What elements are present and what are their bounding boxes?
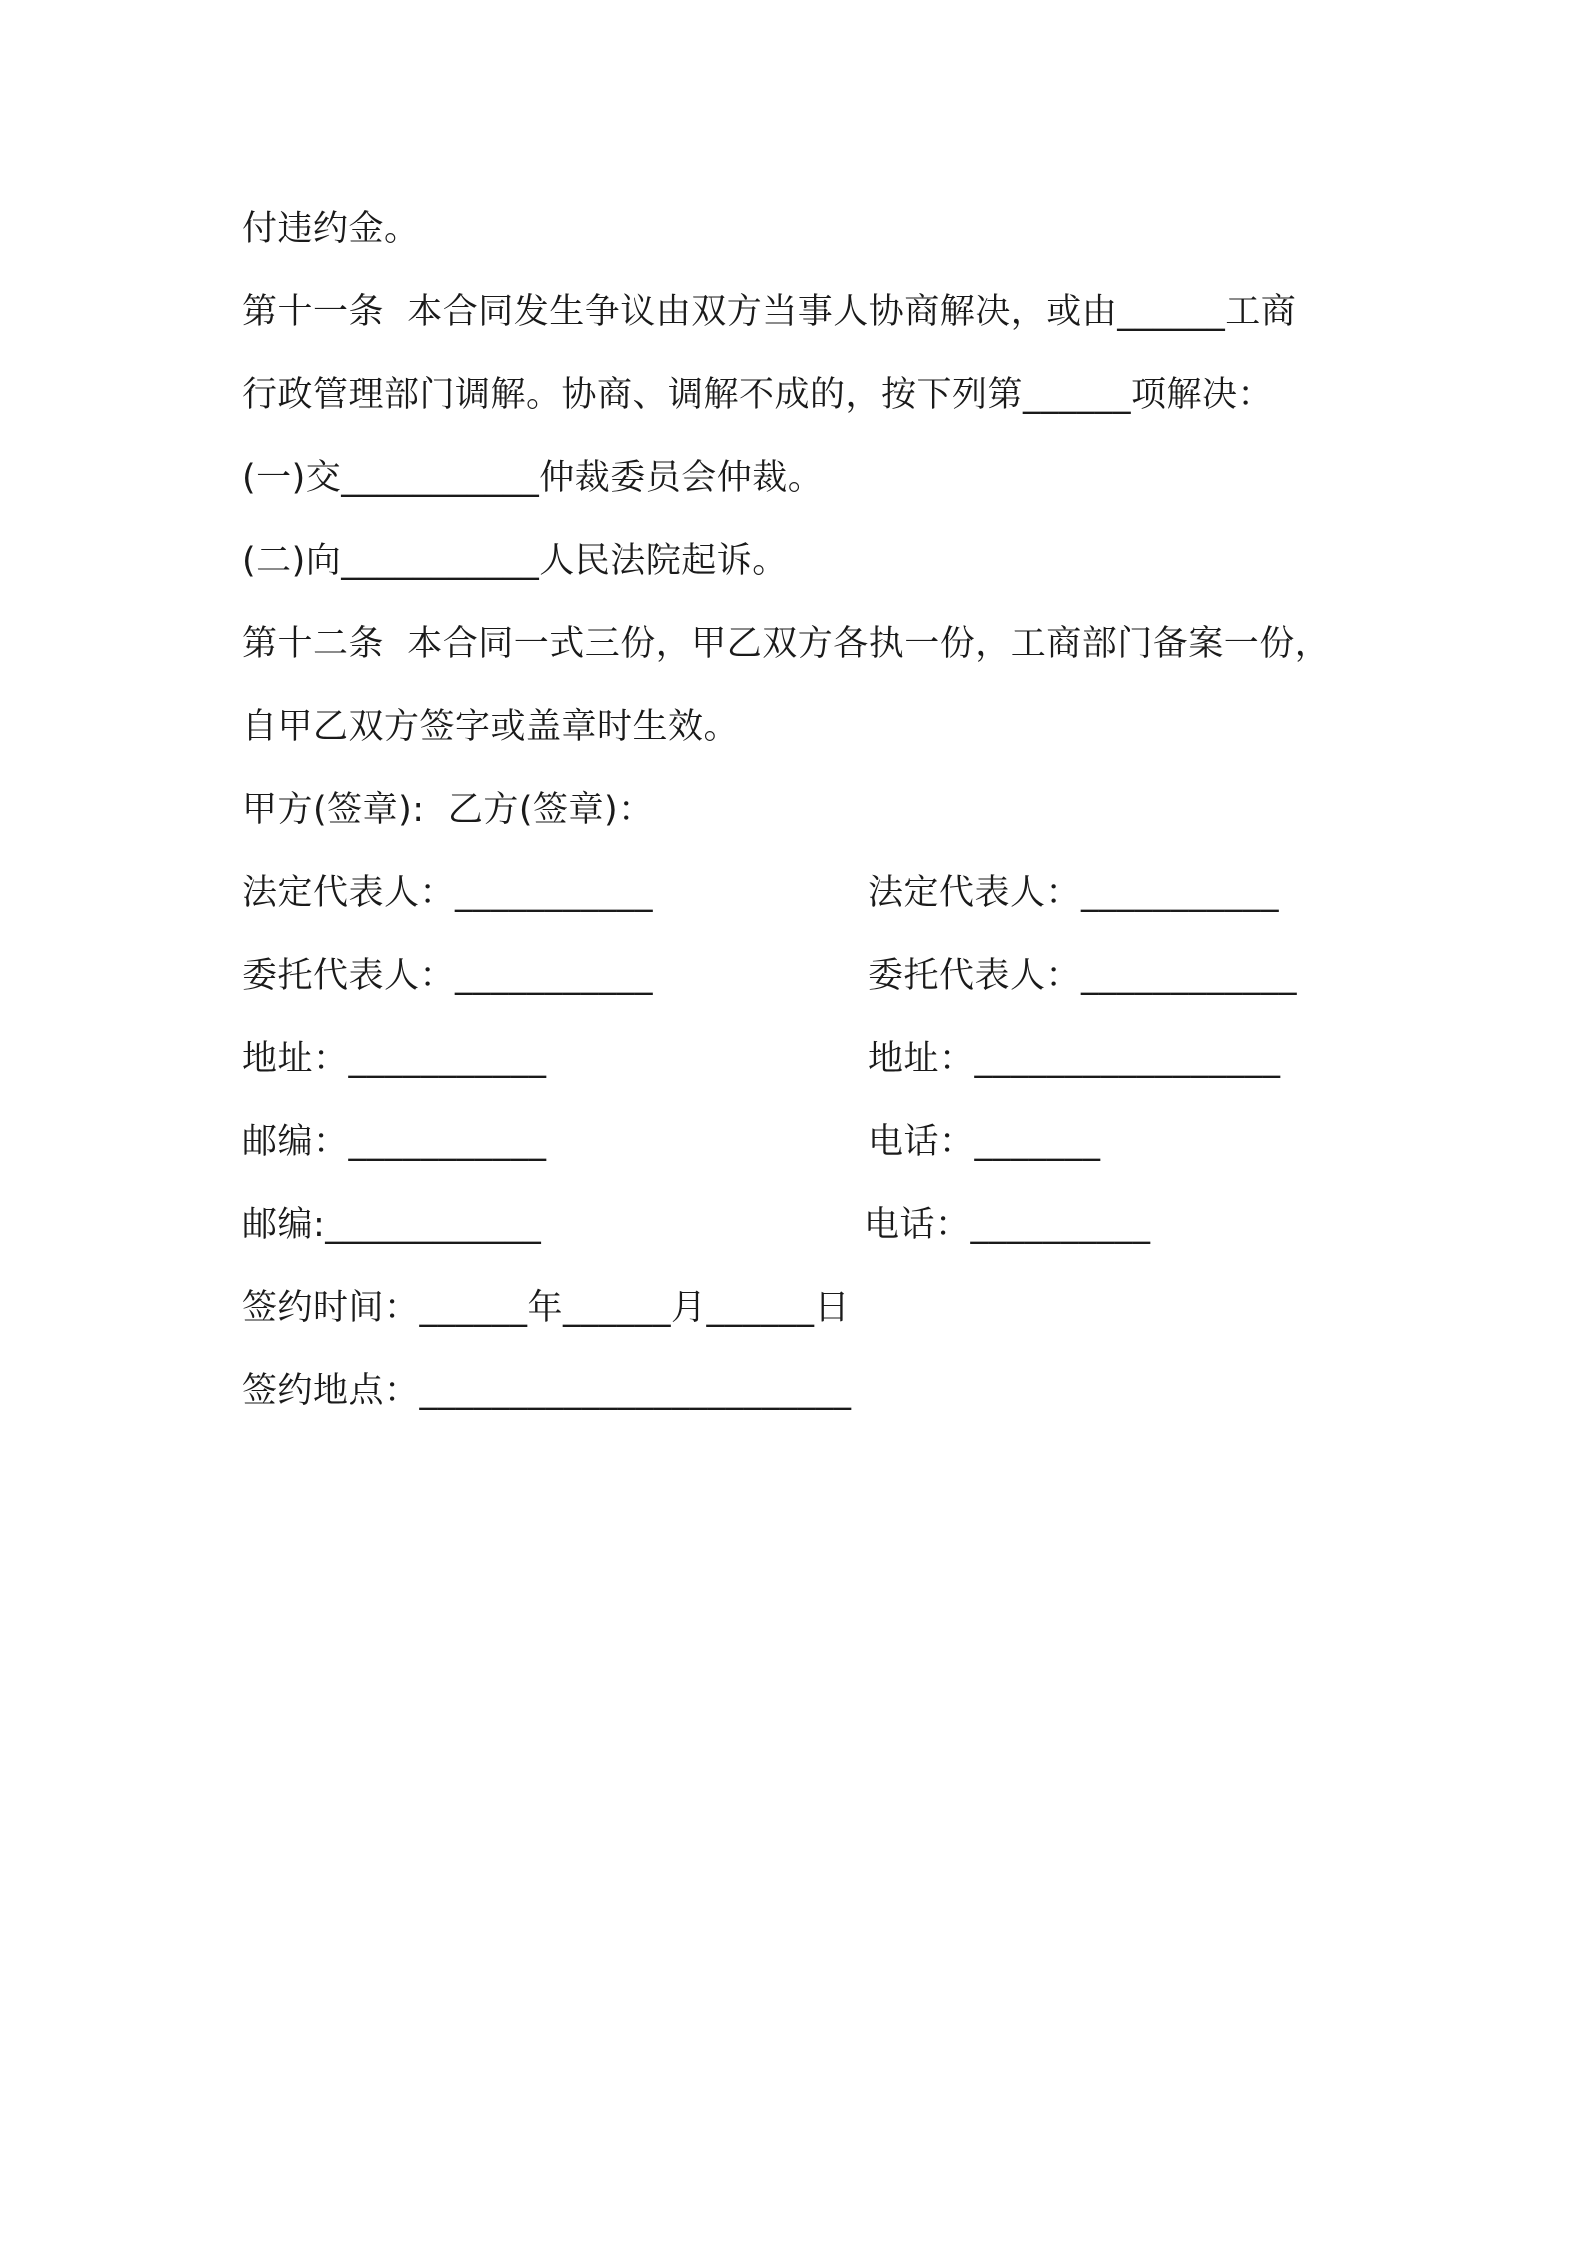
party-b-authorized-rep: 委托代表人：____________	[868, 956, 1298, 996]
party-b-phone: 电话：_______	[868, 1122, 1101, 1162]
continuation-text: 付违约金。	[242, 209, 420, 249]
article-11-option-2: (二)向___________人民法院起诉。	[242, 541, 788, 581]
article-11-option-1: (一)交___________仲裁委员会仲裁。	[242, 458, 824, 498]
sign-time: 签约时间：______年______月______日	[242, 1288, 851, 1328]
signature-parties: 甲方(签章): 乙方(签章)：	[242, 790, 654, 830]
article-11-line-2: 行政管理部门调解。协商、调解不成的，按下列第______项解决：	[242, 375, 1274, 415]
party-b-address: 地址：_________________	[868, 1039, 1281, 1079]
sign-place: 签约地点：________________________	[242, 1371, 852, 1411]
article-11-line-1: 第十一条 本合同发生争议由双方当事人协商解决，或由______工商	[242, 292, 1297, 332]
phone-second: 电话：__________	[864, 1205, 1151, 1245]
article-12-line-2: 自甲乙双方签字或盖章时生效。	[242, 707, 740, 747]
party-a-legal-rep: 法定代表人：___________	[242, 873, 654, 913]
party-a-authorized-rep: 委托代表人：___________	[242, 956, 654, 996]
article-12-line-1: 第十二条 本合同一式三份，甲乙双方各执一份，工商部门备案一份，	[242, 624, 1331, 664]
party-a-address: 地址：___________	[242, 1039, 547, 1079]
party-b-legal-rep: 法定代表人：___________	[868, 873, 1280, 913]
postcode-second: 邮编:____________	[242, 1205, 542, 1245]
party-a-postcode: 邮编：___________	[242, 1122, 547, 1162]
